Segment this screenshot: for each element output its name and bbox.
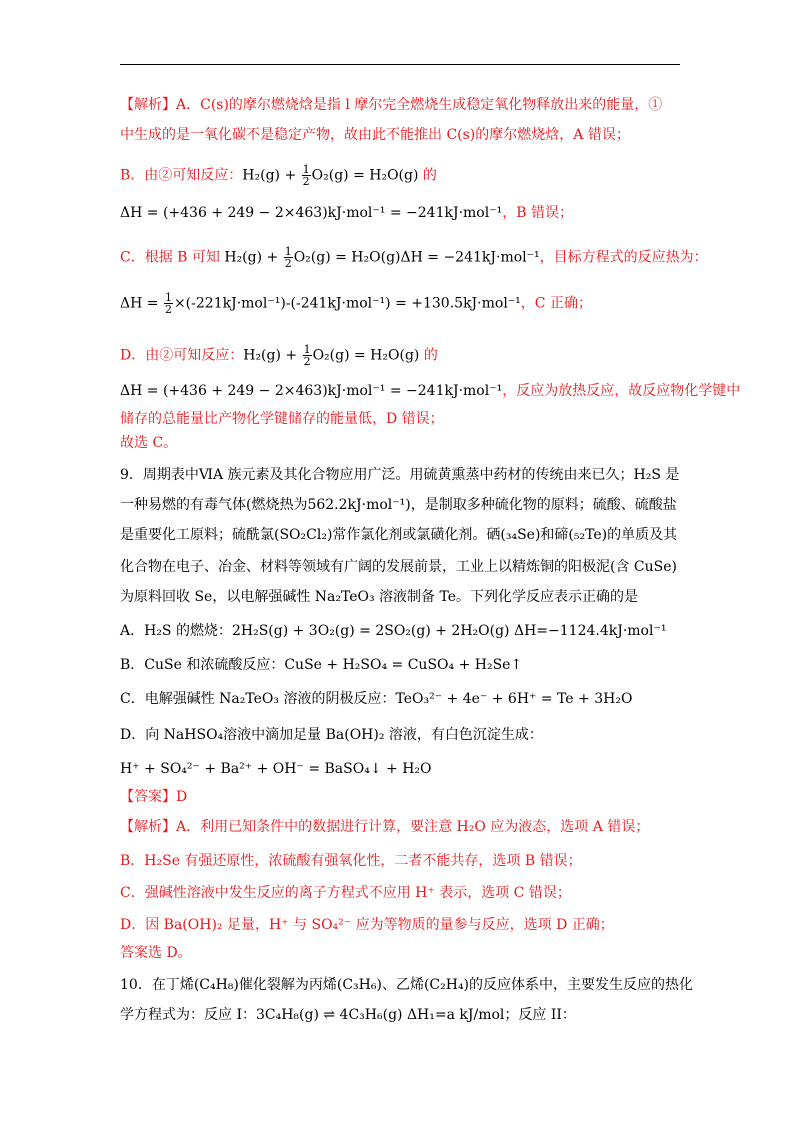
text-line	[120, 852, 685, 870]
line-a: ΔH = (+436 + 249 − 2×463)kJ·mol⁻¹ = −241kJ·mol⁻¹	[120, 205, 503, 221]
fraction	[302, 164, 311, 187]
text-line	[120, 788, 685, 806]
text-line	[120, 292, 685, 315]
fraction-num: 1	[164, 291, 172, 304]
text-line	[120, 96, 685, 114]
text-line	[120, 622, 685, 640]
line-eq2: O₂(g) = H₂O(g)ΔH = −241kJ·mol⁻¹	[293, 249, 540, 266]
text-line	[120, 558, 685, 576]
fraction-den: 2	[284, 257, 292, 270]
line-eq2: ×(-221kJ·mol⁻¹)-(-241kJ·mol⁻¹) = +130.5kJ·mol⁻¹	[173, 295, 521, 312]
line-a: 10．在丁烯(C₄H₈)催化裂解为丙烯(C₃H₆)、乙烯(C₂H₄)的反应体系中，主要发生反应的热化	[120, 977, 694, 993]
text-line	[120, 496, 685, 514]
text-line	[120, 245, 708, 270]
fraction-num: 1	[303, 343, 311, 356]
text-line	[120, 726, 685, 744]
line-a: 9．周期表中ⅥA 族元素及其化合物应用广泛。用硫黄熏蒸中药材的传统由来已久；H₂S 是	[120, 467, 680, 483]
text-line	[120, 884, 685, 902]
line-b: 的	[418, 167, 437, 184]
line-a: 是重要化工原料；硫酰氯(SO₂Cl₂)常作氯化剂或氯磺化剂。硒(₃₄Se)和碲(₅₂Te)的单质及其	[120, 527, 678, 543]
line-a: B．由②可知反应：	[120, 167, 243, 184]
text-line	[120, 466, 685, 484]
line-b: ，反应为放热反应，故反应物化学键中	[502, 383, 741, 399]
text-line	[120, 690, 685, 708]
line-a: 【解析】A．C(s)的摩尔燃烧焓是指 l 摩尔完全燃烧生成稳定氧化物释放出来的能量，①	[120, 97, 663, 113]
line-a: 化合物在电子、冶金、材料等领域有广阔的发展前景，工业上以精炼铜的阳极泥(含 CuSe)	[120, 559, 677, 575]
line-a: A．H₂S 的燃烧：2H₂S(g) + 3O₂(g) = 2SO₂(g) + 2H₂O(g) ΔH=−1124.4kJ·mol⁻¹	[120, 623, 667, 639]
text-line	[120, 410, 685, 428]
text-line	[120, 164, 685, 187]
text-line	[120, 434, 685, 452]
text-line	[120, 382, 741, 400]
line-b: ，目标方程式的反应热为：	[539, 249, 708, 266]
line-a: D．由②可知反应：	[120, 347, 244, 364]
text-line	[120, 760, 685, 778]
line-a: 储存的总能量比产物化学键储存的能量低，D 错误；	[120, 411, 444, 427]
text-line	[120, 1006, 685, 1024]
line-a: H⁺ + SO₄²⁻ + Ba²⁺ + OH⁻ = BaSO₄↓ + H₂O	[120, 761, 432, 777]
text-line	[120, 588, 685, 606]
line-b: 的	[419, 347, 438, 364]
fraction-den: 2	[303, 355, 311, 368]
text-line	[120, 976, 694, 994]
line-a: 学方程式为：反应 I：3C₄H₈(g) ⇌ 4C₃H₆(g) ΔH₁=a kJ/mol；反应 II：	[120, 1007, 576, 1023]
fraction-num: 1	[284, 245, 292, 258]
fraction	[284, 246, 293, 269]
fraction-den: 2	[164, 303, 172, 316]
text-line	[120, 204, 685, 222]
line-a: B．CuSe 和浓硫酸反应：CuSe + H₂SO₄ = CuSO₄ + H₂Se↑	[120, 657, 523, 673]
line-a: D．因 Ba(OH)₂ 足量，H⁺ 与 SO₄²⁻ 应为等物质的量参与反应，选项 D 正确；	[120, 917, 614, 933]
text-line	[120, 944, 685, 962]
line-eq2: O₂(g) = H₂O(g)	[312, 347, 420, 364]
line-eq: H₂(g) +	[243, 347, 302, 364]
text-line	[120, 916, 685, 934]
text-line	[120, 344, 685, 367]
line-a: 中生成的是一氧化碳不是稳定产物，故由此不能推出 C(s)的摩尔燃烧焓，A 错误；	[120, 127, 630, 143]
line-a: 一种易燃的有毒气体(燃烧热为562.2kJ·mol⁻¹)，是制取多种硫化物的原料；硫酸、硫酸盐	[120, 497, 677, 513]
line-a: 故选 C。	[120, 435, 178, 451]
line-a: C．根据 B 可知	[120, 249, 225, 266]
line-a: 【解析】A．利用已知条件中的数据进行计算，要注意 H₂O 应为液态，选项 A 错误；	[120, 819, 650, 835]
line-a: 【答案】D	[120, 789, 188, 805]
text-line	[120, 126, 685, 144]
text-line	[120, 526, 685, 544]
line-a: 答案选 D。	[120, 945, 192, 961]
line-a: ΔH =	[120, 295, 163, 312]
line-b: ，B 错误；	[502, 205, 573, 221]
text-line	[120, 656, 685, 674]
line-a: C．电解强碱性 Na₂TeO₃ 溶液的阴极反应：TeO₃²⁻ + 4e⁻ + 6H⁺ = Te + 3H₂O	[120, 691, 633, 707]
line-a: C．强碱性溶液中发生反应的离子方程式不应用 H⁺ 表示，选项 C 错误；	[120, 885, 571, 901]
line-eq2: O₂(g) = H₂O(g)	[311, 167, 419, 184]
fraction	[164, 292, 173, 315]
fraction-num: 1	[302, 163, 310, 176]
fraction-den: 2	[302, 175, 310, 188]
line-b: ，C 正确；	[520, 295, 592, 312]
line-a: B．H₂Se 有强还原性，浓硫酸有强氧化性，二者不能共存，选项 B 错误；	[120, 853, 582, 869]
line-a: 为原料回收 Se，以电解强碱性 Na₂TeO₃ 溶液制备 Te。下列化学反应表示正确的是	[120, 589, 639, 605]
text-line	[120, 818, 685, 836]
line-a: ΔH = (+436 + 249 − 2×463)kJ·mol⁻¹ = −241kJ·mol⁻¹	[120, 383, 503, 399]
line-eq: H₂(g) +	[224, 249, 283, 266]
line-eq: H₂(g) +	[242, 167, 301, 184]
header-rule	[120, 64, 680, 65]
line-a: D．向 NaHSO₄溶液中滴加足量 Ba(OH)₂ 溶液，有白色沉淀生成：	[120, 727, 543, 743]
fraction	[303, 344, 312, 367]
